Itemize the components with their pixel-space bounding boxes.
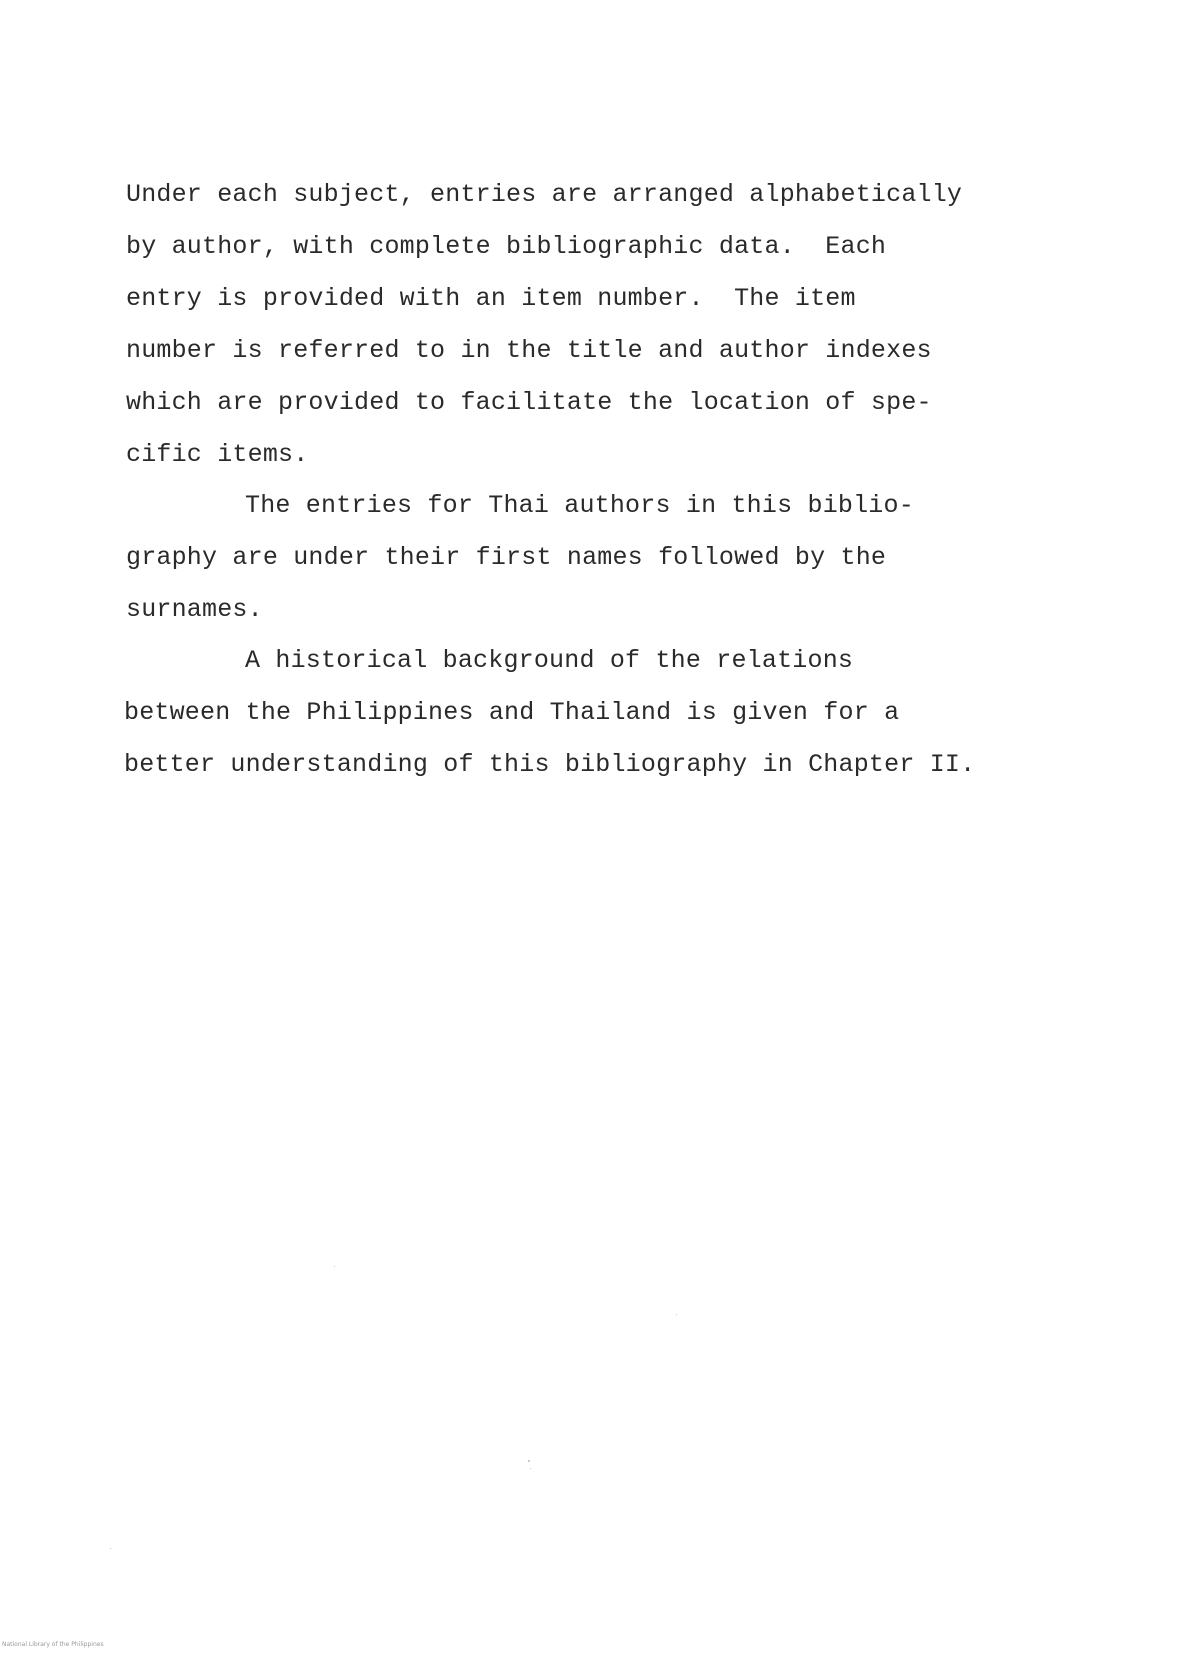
paragraph-3-line-2: between the Philippines and Thailand is given for a: [124, 698, 900, 727]
scan-speck: [528, 1460, 530, 1462]
paragraph-1-line-1: Under each subject, entries are arranged alphabetically: [126, 180, 963, 209]
paragraph-3-line-1: A historical background of the relations: [245, 646, 854, 675]
paragraph-1-line-5: which are provided to facilitate the location of spe-: [126, 388, 932, 417]
paragraph-2-line-3: surnames.: [126, 595, 263, 624]
paragraph-3-line-3: better understanding of this bibliography in Chapter II.: [124, 750, 976, 779]
paragraph-1-line-2: by author, with complete bibliographic data. Each: [126, 232, 887, 261]
scan-speck: [334, 1266, 335, 1267]
scan-speck: [676, 1314, 677, 1315]
scan-speck: [530, 1468, 531, 1469]
paragraph-1-line-3: entry is provided with an item number. The item: [126, 284, 856, 313]
paragraph-2-line-2: graphy are under their first names followed by the: [126, 543, 887, 572]
paragraph-1-line-6: cific items.: [126, 440, 309, 469]
scan-footer-text: National Library of the Philippines: [2, 1641, 104, 1648]
paragraph-1-line-4: number is referred to in the title and author indexes: [126, 336, 932, 365]
scan-speck: [110, 1548, 111, 1549]
paragraph-2-line-1: The entries for Thai authors in this biblio-: [245, 491, 914, 520]
